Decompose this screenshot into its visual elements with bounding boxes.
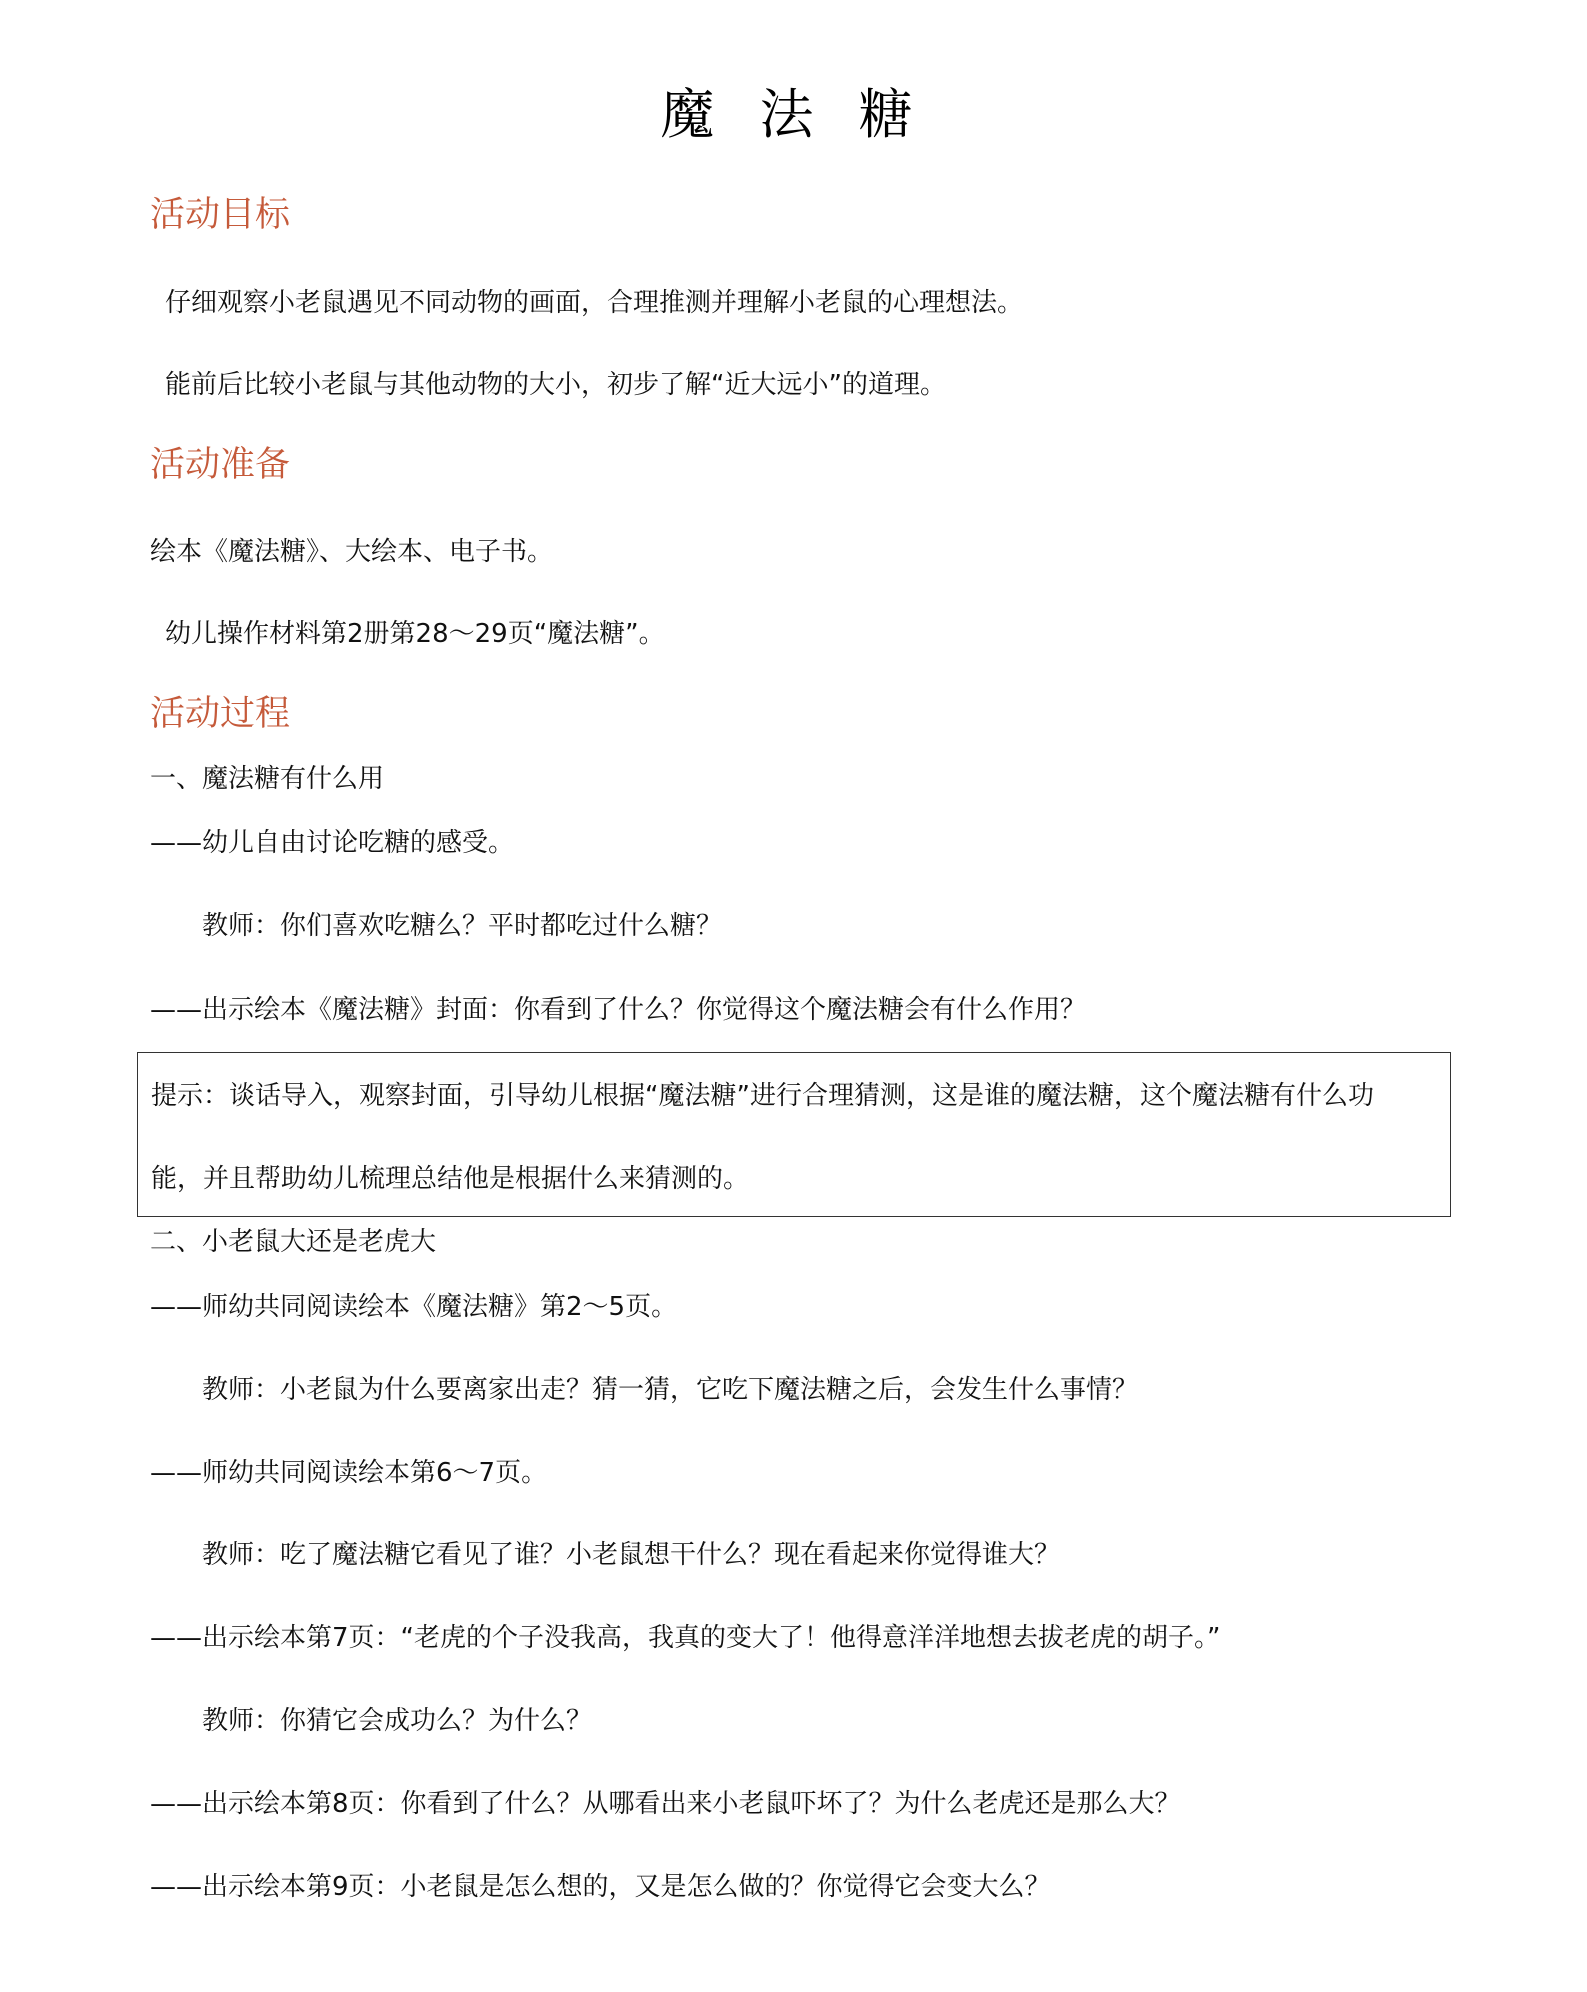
goal-item: 仔细观察小老鼠遇见不同动物的画面，合理推测并理解小老鼠的心理想法。 xyxy=(165,288,1024,318)
goal-item: 能前后比较小老鼠与其他动物的大小，初步了解“近大远小”的道理。 xyxy=(165,370,946,400)
preparation-item: 幼儿操作材料第2册第28～29页“魔法糖”。 xyxy=(165,619,665,649)
tip-box xyxy=(137,1052,1451,1217)
heading-process: 活动过程 xyxy=(150,694,291,734)
process-line: ——出示绘本第7页：“老虎的个子没我高，我真的变大了！他得意洋洋地想去拔老虎的胡子。” xyxy=(150,1623,1221,1653)
process-line: ——师幼共同阅读绘本《魔法糖》第2～5页。 xyxy=(150,1292,678,1322)
process-line: ——出示绘本第8页：你看到了什么？从哪看出来小老鼠吓坏了？为什么老虎还是那么大？ xyxy=(150,1789,1181,1819)
heading-preparation: 活动准备 xyxy=(150,445,291,485)
process-line: ——师幼共同阅读绘本第6～7页。 xyxy=(150,1458,548,1488)
tip-line: 提示：谈话导入，观察封面，引导幼儿根据“魔法糖”进行合理猜测，这是谁的魔法糖，这个魔法糖有什么功 xyxy=(151,1081,1374,1111)
heading-goals: 活动目标 xyxy=(150,195,291,235)
process-line: 教师：吃了魔法糖它看见了谁？小老鼠想干什么？现在看起来你觉得谁大？ xyxy=(202,1540,1061,1570)
process-line: 教师：小老鼠为什么要离家出走？猜一猜，它吃下魔法糖之后，会发生什么事情？ xyxy=(202,1375,1139,1405)
process-line: ——出示绘本《魔法糖》封面：你看到了什么？你觉得这个魔法糖会有什么作用？ xyxy=(150,995,1087,1025)
tip-line: 能，并且帮助幼儿梳理总结他是根据什么来猜测的。 xyxy=(151,1164,750,1194)
part2-title: 二、小老鼠大还是老虎大 xyxy=(150,1227,437,1257)
process-line: 教师：你猜它会成功么？为什么？ xyxy=(202,1706,593,1736)
document-title: 魔 法 糖 xyxy=(660,83,927,146)
process-line: ——出示绘本第9页：小老鼠是怎么想的，又是怎么做的？你觉得它会变大么？ xyxy=(150,1872,1051,1902)
part1-title: 一、魔法糖有什么用 xyxy=(150,764,385,794)
process-line: ——幼儿自由讨论吃糖的感受。 xyxy=(150,828,515,858)
process-line: 教师：你们喜欢吃糖么？平时都吃过什么糖？ xyxy=(202,911,723,941)
preparation-item: 绘本《魔法糖》、大绘本、电子书。 xyxy=(150,537,554,567)
